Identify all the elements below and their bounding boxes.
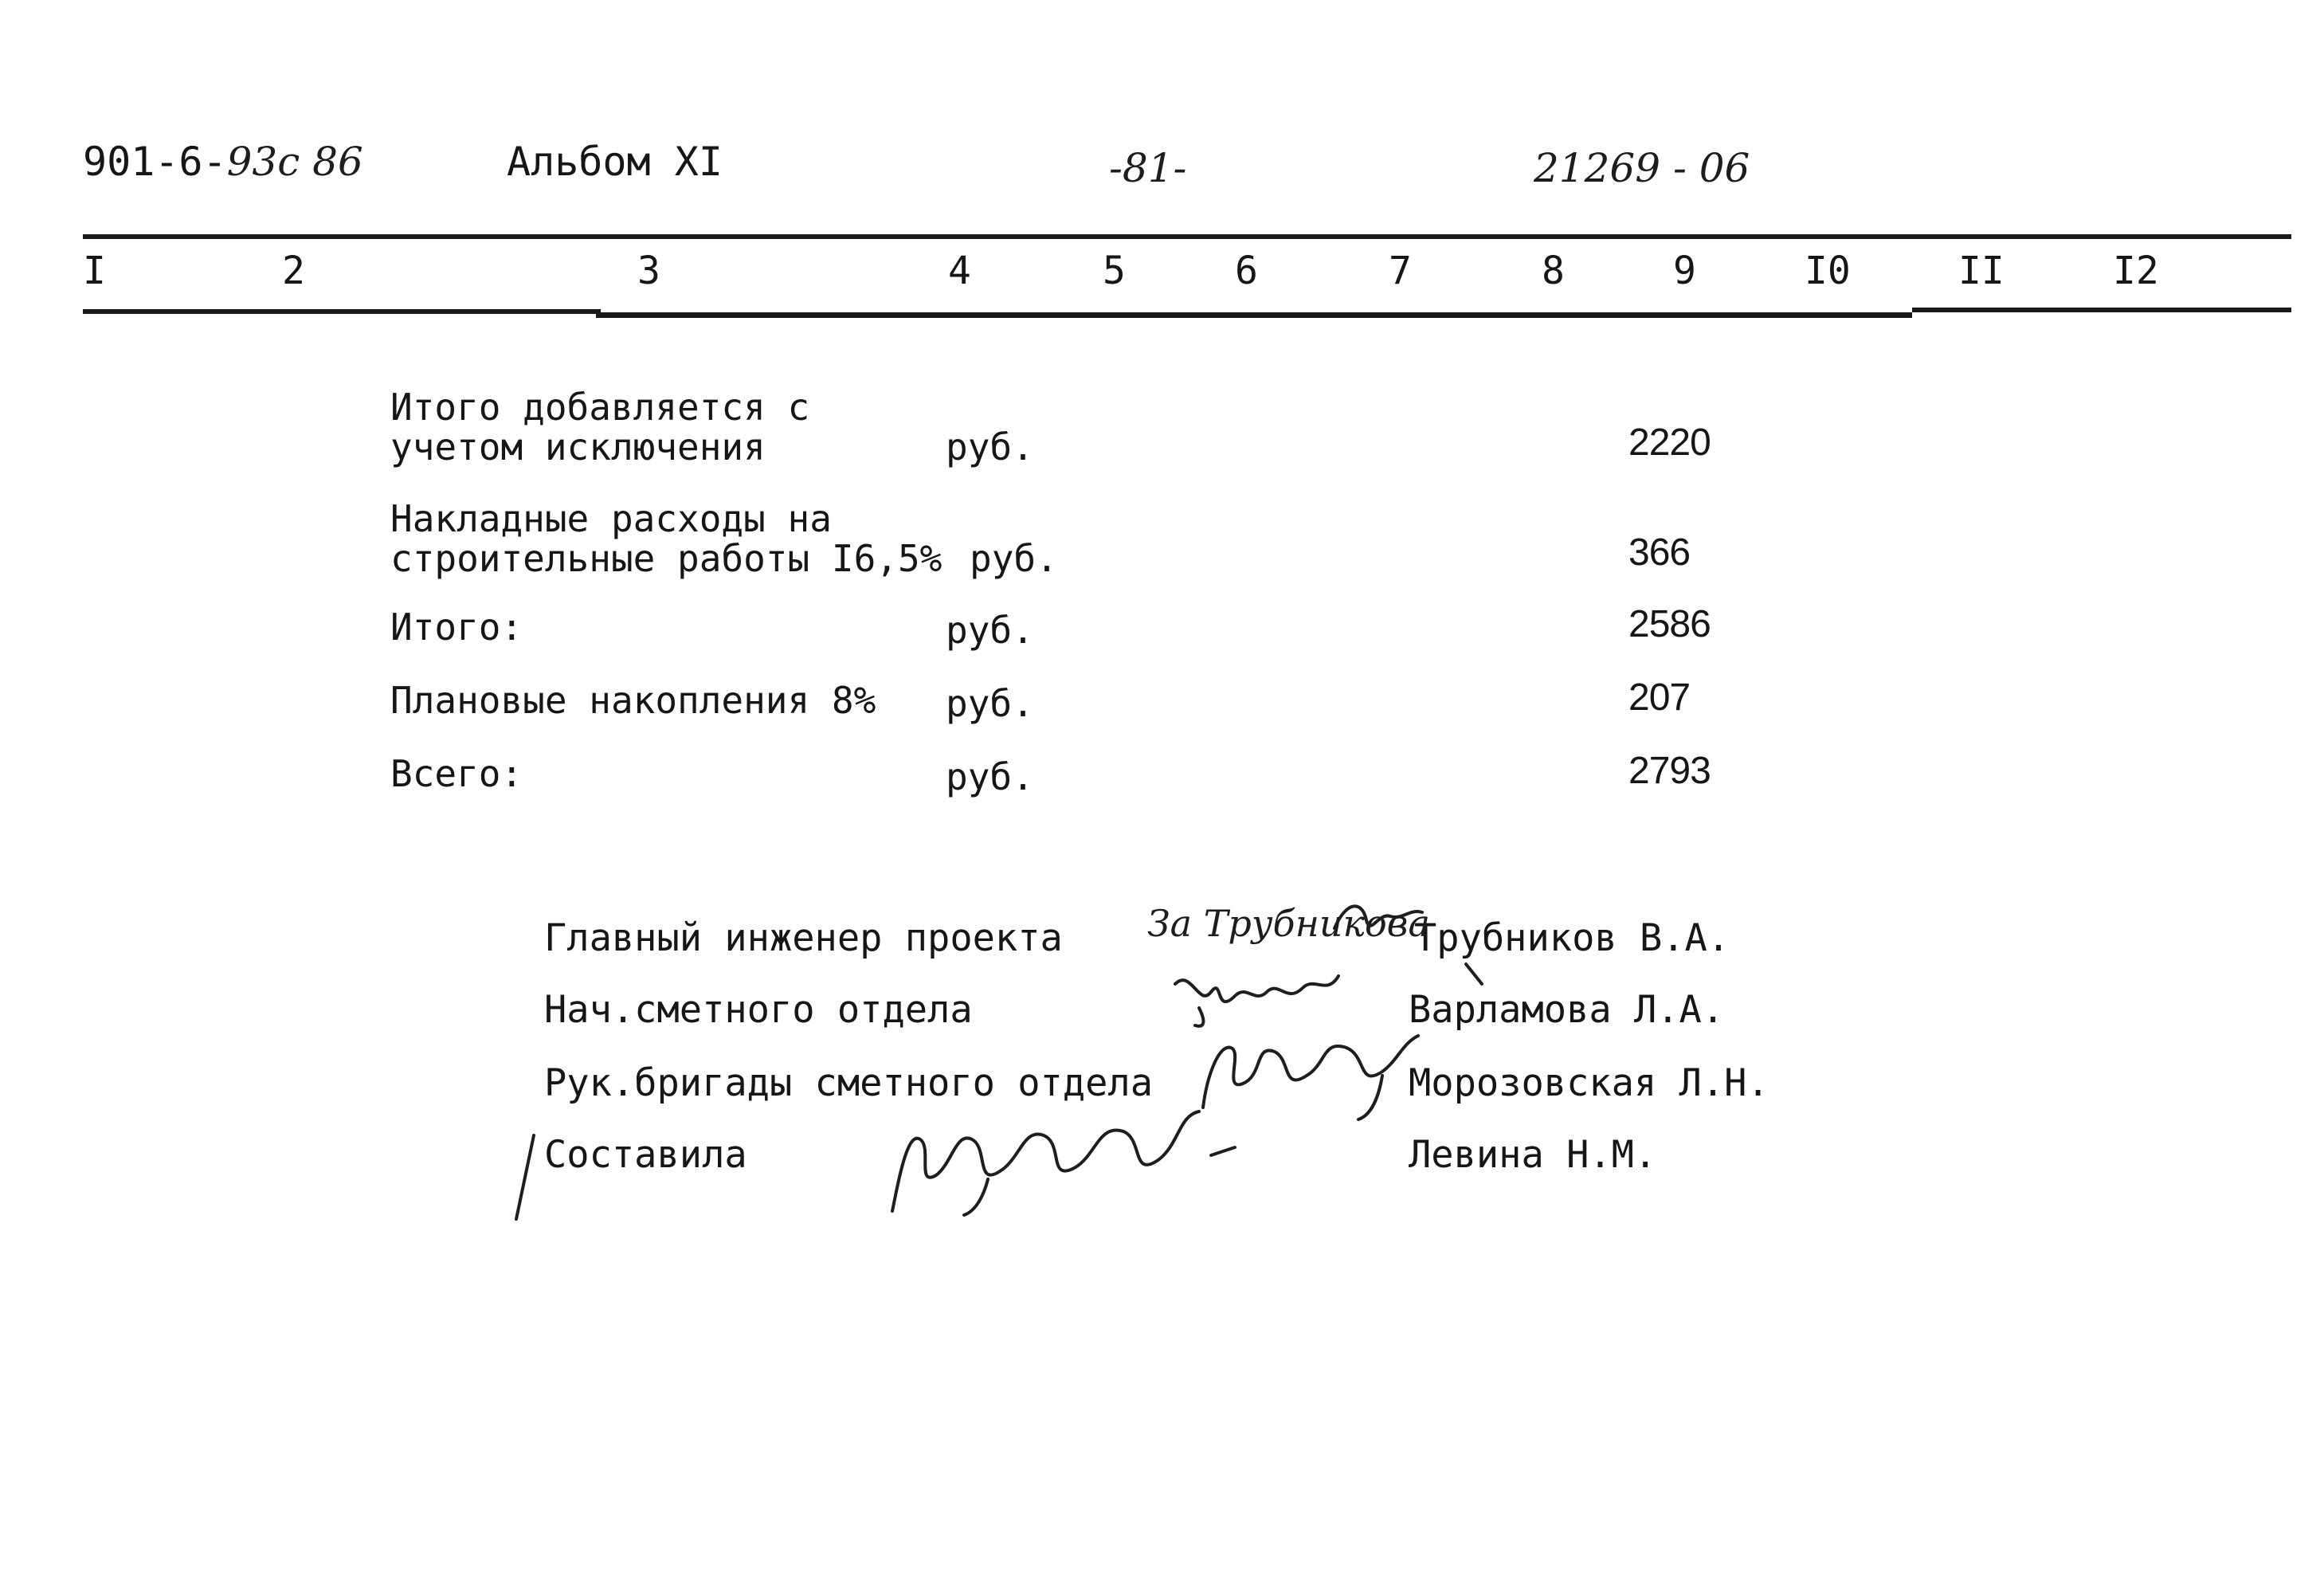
signatory-title: Составила	[544, 1133, 747, 1177]
series-handwritten: 93с 86	[226, 139, 363, 185]
row-label-line: Итого:	[390, 606, 523, 649]
row-label-line: Всего:	[390, 752, 523, 795]
signatory-title: Главный инженер проекта	[544, 916, 1063, 960]
signatory-title: Нач.сметного отдела	[544, 988, 973, 1032]
column-header-9: 9	[1673, 249, 1696, 293]
row-unit: руб.	[946, 609, 1034, 652]
row-unit: руб.	[946, 755, 1034, 798]
album-label: Альбом XI	[507, 139, 723, 185]
signatory-name: Морозовская Л.Н.	[1409, 1061, 1769, 1105]
signatory-title: Рук.бригады сметного отдела	[544, 1061, 1154, 1105]
column-header-10: I0	[1805, 249, 1851, 293]
signature-mark-4	[884, 1100, 1251, 1219]
row-label	[390, 387, 809, 467]
signatory-name: Левина Н.М.	[1409, 1133, 1657, 1177]
row-unit: руб.	[946, 682, 1034, 725]
column-header-12: I2	[2113, 249, 2159, 293]
header-bottom-rule-left	[83, 309, 601, 314]
series-prefix: 901-6-	[83, 139, 227, 185]
signatory-name: Трубников В.А.	[1414, 916, 1730, 960]
row-value: 2220	[1628, 421, 1711, 464]
column-header-3: 3	[637, 249, 660, 293]
row-label-line: Итого добавляется с	[390, 386, 810, 429]
row-label	[390, 754, 523, 794]
row-label	[390, 680, 876, 720]
row-label-line: учетом исключения	[390, 425, 766, 468]
signature-mark-2	[1167, 960, 1358, 1032]
signature-mark-1	[1331, 896, 1426, 944]
header-bottom-rule-mid	[596, 312, 1912, 318]
row-label	[390, 607, 523, 647]
signatory-name: Варламова Л.А.	[1409, 988, 1725, 1032]
row-value: 2793	[1628, 750, 1711, 792]
signature-handwritten-text: За Трубникова	[1147, 902, 1430, 945]
row-label-line: строительные работы I6,5%	[390, 537, 943, 580]
column-header-6: 6	[1235, 249, 1258, 293]
row-label-line: Плановые накопления 8%	[390, 679, 876, 722]
column-header-5: 5	[1103, 249, 1126, 293]
signature-tick-mark	[1462, 960, 1494, 992]
column-header-1: I	[83, 249, 106, 293]
column-header-7: 7	[1389, 249, 1412, 293]
row-label	[390, 499, 942, 578]
row-unit: руб.	[970, 537, 1058, 580]
header-bottom-rule-right	[1912, 308, 2291, 312]
document-series	[83, 139, 363, 185]
column-header-2: 2	[282, 249, 305, 293]
row-value: 366	[1628, 531, 1691, 574]
document-code: 21269 - 06	[1534, 145, 1750, 191]
row-value: 207	[1628, 676, 1691, 719]
row-label-line: Накладные расходы на	[390, 497, 832, 540]
column-header-4: 4	[948, 249, 971, 293]
column-header-11: II	[1958, 249, 2005, 293]
header-top-rule	[83, 234, 2291, 239]
page-number: -81-	[1109, 145, 1187, 191]
column-header-8: 8	[1542, 249, 1565, 293]
margin-tick-mark	[510, 1131, 542, 1227]
row-unit: руб.	[946, 425, 1034, 468]
row-value: 2586	[1628, 603, 1711, 645]
